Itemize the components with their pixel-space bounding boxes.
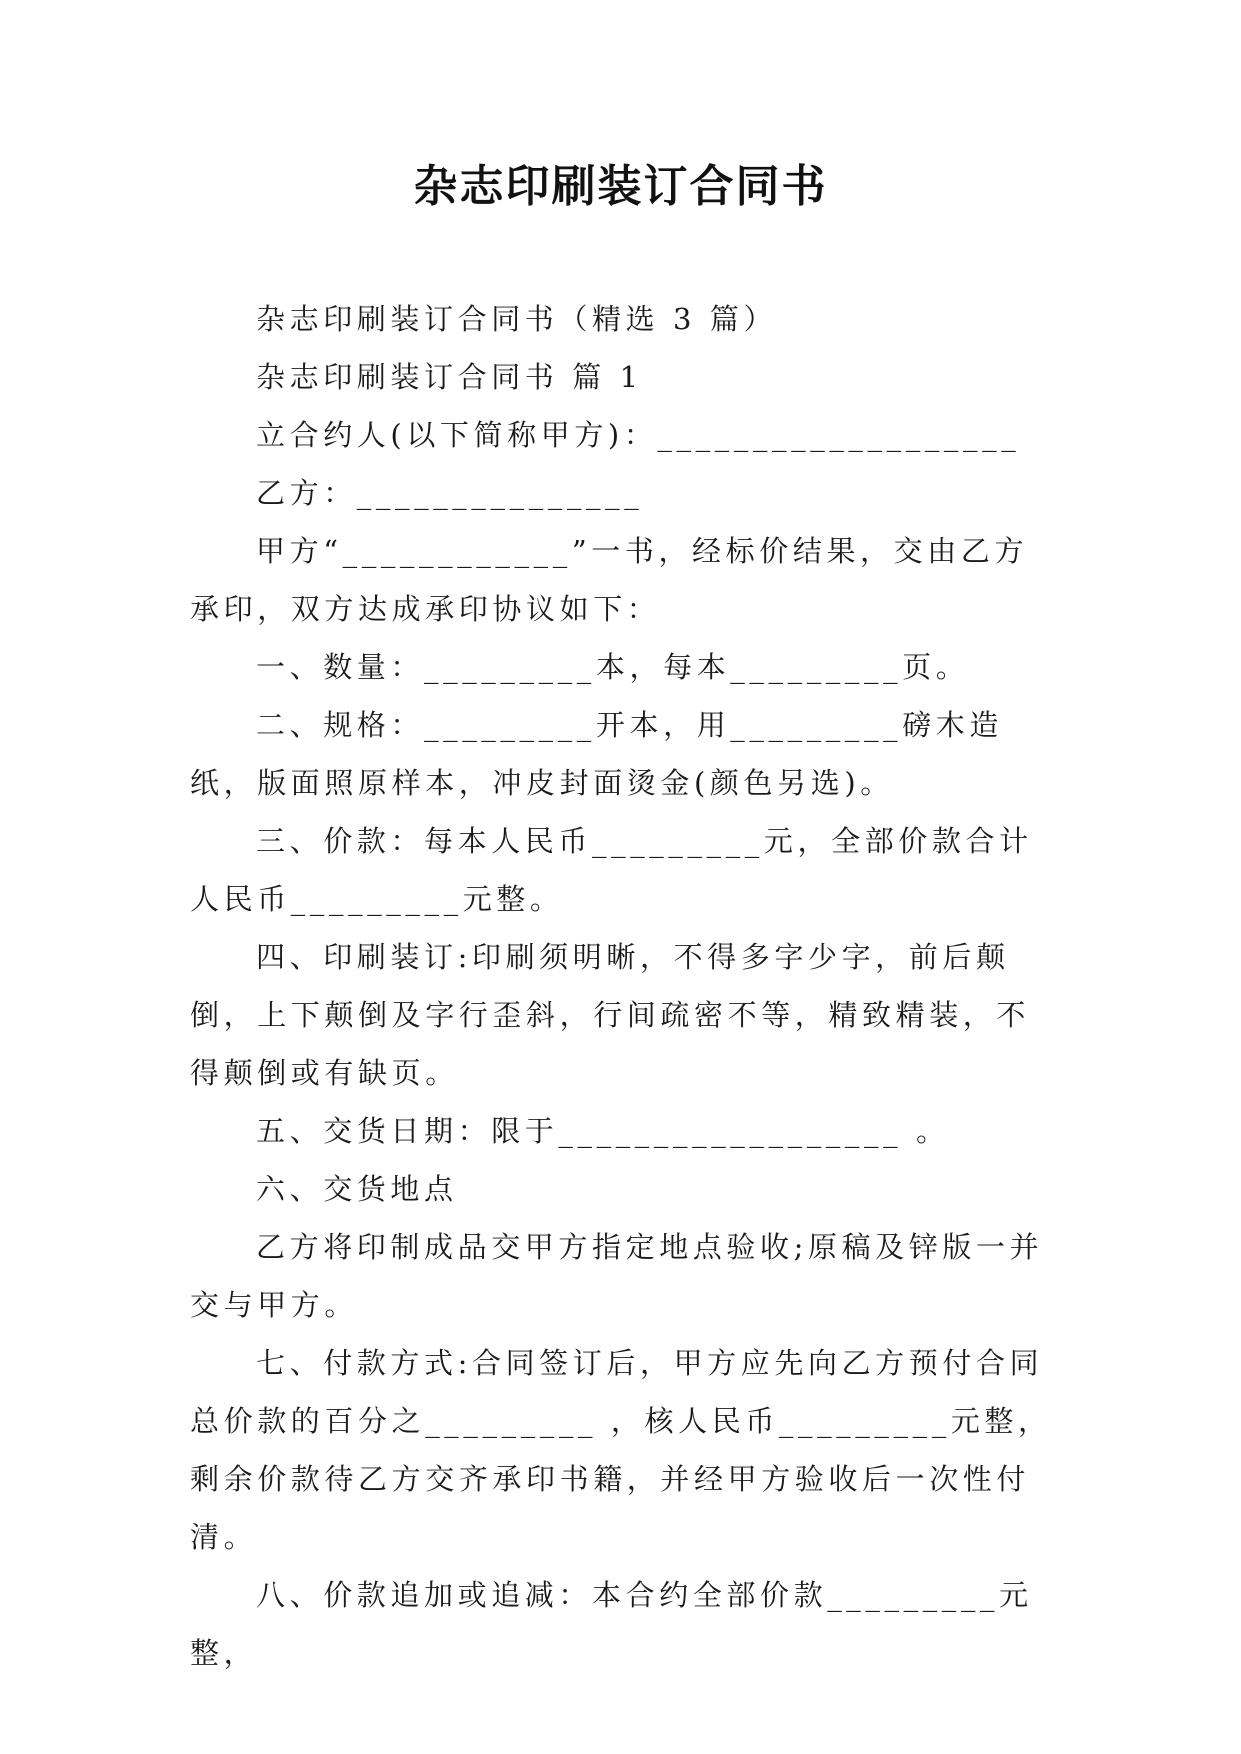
paragraph-section-heading: 杂志印刷装订合同书 篇 1 [256, 360, 643, 394]
paragraph-delivery-detail: 乙方将印制成品交甲方指定地点验收;原稿及锌版一并交与甲方。 [190, 1230, 1044, 1322]
paragraph-clause-delivery-date: 五、交货日期：限于__________________ 。 [256, 1114, 950, 1148]
paragraph-clause-adjustment: 八、价款追加或追减：本合约全部价款_________元整， [190, 1578, 1033, 1670]
paragraph-party-b: 乙方：_______________ [256, 476, 644, 510]
paragraph-intro: 甲方“____________”一书，经标价结果，交由乙方承印，双方达成承印协议如下： [190, 534, 1029, 626]
paragraph-clause-spec: 二、规格：_________开本，用_________磅木造纸，版面照原样本，冲皮封面烫金(颜色另选)。 [190, 708, 1004, 800]
paragraph-clause-price: 三、价款：每本人民币_________元，全部价款合计人民币_________元整。 [190, 824, 1033, 916]
paragraph-clause-payment: 七、付款方式:合同签订后，甲方应先向乙方预付合同总价款的百分之_________ ，核人民币_________元整，剩余价款待乙方交齐承印书籍，并经甲方验收后一次性付清。 [190, 1346, 1052, 1554]
document-body [190, 290, 1052, 1682]
paragraph-clause-printing: 四、印刷装订:印刷须明晰，不得多字少字，前后颠倒，上下颠倒及字行歪斜，行间疏密不等，精致精装，不得颠倒或有缺页。 [190, 940, 1031, 1090]
paragraph-subtitle: 杂志印刷装订合同书（精选 3 篇） [256, 302, 778, 336]
document-title: 杂志印刷装订合同书 [413, 161, 828, 212]
paragraph-clause-delivery-place: 六、交货地点 [256, 1172, 458, 1206]
paragraph-party-a: 立合约人(以下简称甲方)：___________________ [256, 418, 1021, 452]
paragraph-clause-quantity: 一、数量：_________本，每本_________页。 [256, 650, 970, 684]
